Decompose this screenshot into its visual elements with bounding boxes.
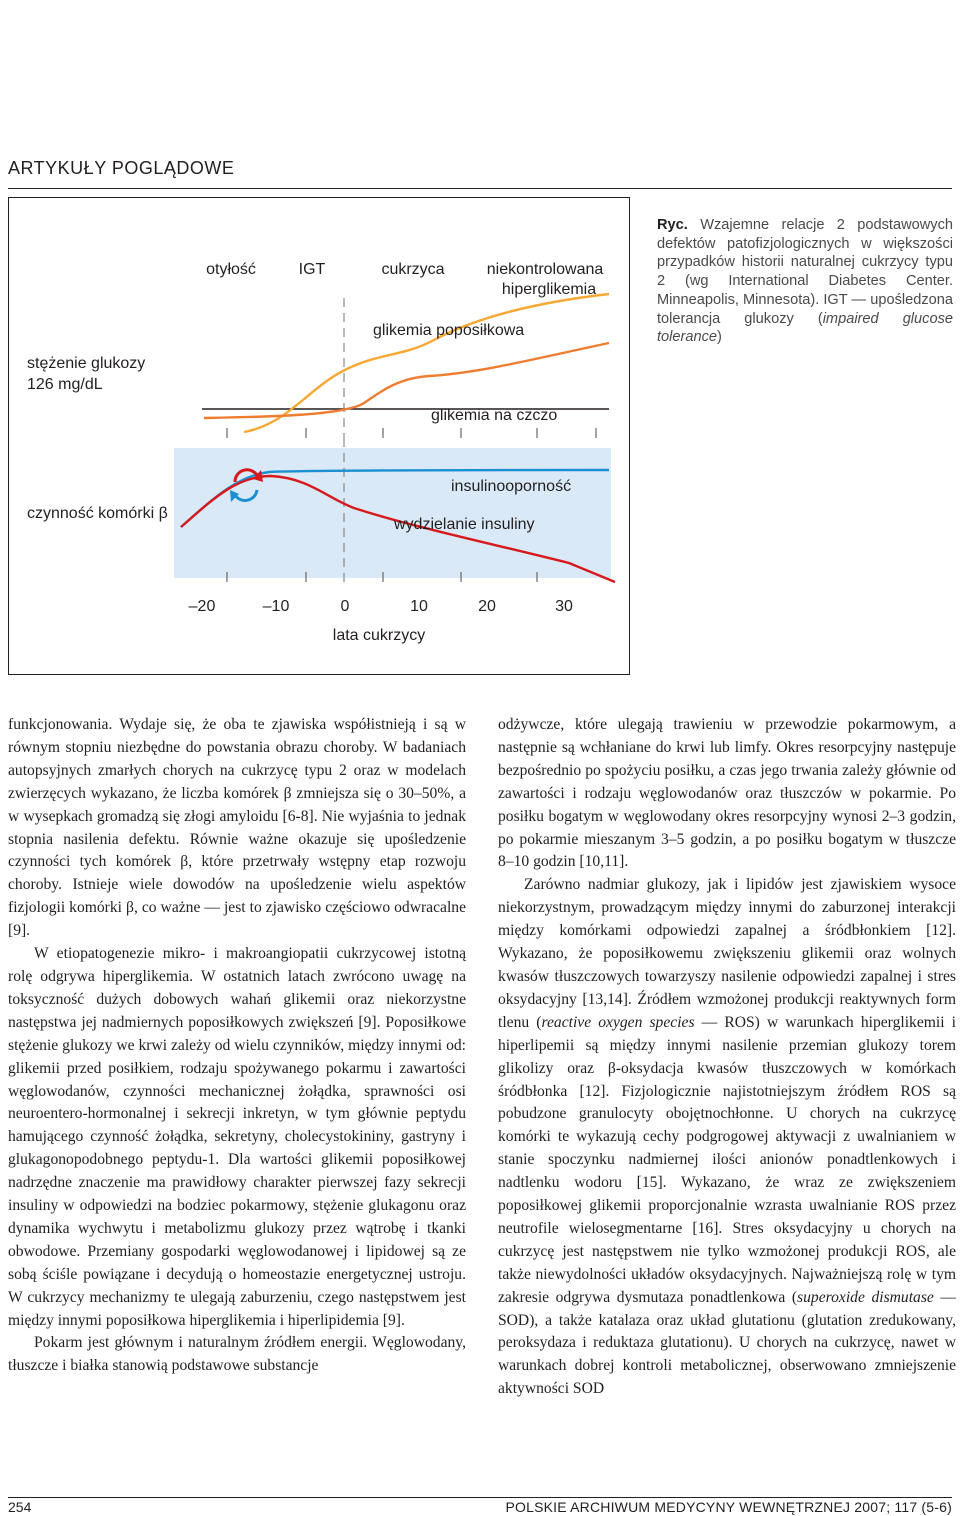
label-hyperglycemia: hiperglikemia — [501, 281, 597, 298]
caption-label: Ryc. — [657, 217, 688, 233]
paragraph-text: — SOD), a także katalaza oraz układ glutationu (glutation zredukowany, peroksydaza i reduktaza glutationu). U chorych na cukrzycę, nawet w warunkach dobrej kontroli metabolicznej, obserwowano zmniejszenie aktywności SOD — [498, 1288, 956, 1398]
text-column-right — [498, 714, 956, 1401]
paragraph — [498, 874, 956, 1401]
paragraph: W etiopatogenezie mikro- i makroangiopatii cukrzycowej istotną rolę odgrywa hiperglikemia. W ostatnich latach zwrócono uwagę na toksyczność dużych dobowych wahań glikemii oraz niekorzystne następstwa jej nadmiernych poposiłkowych zwiększeń [9]. Poposiłkowe stężenie glukozy we krwi zależy od wielu czynników, między innymi od: glikemii przed posiłkiem, rodzaju spożywanego pokarmu i zawartości węglowodanów, czynności mechanicznej żołądka, sprawności osi neuroentero-hormonalnej i sekrecji inkretyn, w tym głównie peptydu hamującego czynność żołądka, sekretyny, cholecystokininy, gastryny i glukagonopodobnego peptydu-1. Dla wartości glikemii poposiłkowej nadrzędne znaczenie ma prawidłowy charakter pierwszej fazy sekrecji insuliny w odpowiedzi na bodziec pokarmowy, stężenie glukagonu oraz dynamika wychwytu i metabolizmu glukozy przez wątrobę i tkanki obwodowe. Przemiany gospodarki węglowodanowej i lipidowej są ze sobą ściśle powiązane i decydują o homeostazie energetycznej ustroju. W cukrzycy mechanizmy te ulegają zaburzeniu, czego następstwem jest między innymi poposiłkowa hiperglikemia i hiperlipidemia [9]. — [8, 945, 466, 1329]
caption-italic: impaired glucose tolerance — [657, 310, 953, 346]
italic-term: reactive oxygen species — [541, 1013, 695, 1031]
paragraph-text: — ROS) w warunkach hiperglikemii i hiperlipemii są między innymi nasilenie przemian glukozy torem glikolizy oraz β-oksydacja kwasów tłuszczowych w komórkach śródbłonka [12]. Fizjologicznie najistotniejszym źródłem ROS są pobudzone granulocyty obojętnochłonne. U chorych na cukrzycę komórki te wykazują cechy podgrogowej aktywacji z uwalnianiem w stanie spoczynku nadmiernej ilości anionów ponadtlenkowych i nadtlenku wodoru [15]. Wykazano, że wraz ze zwiększeniem poposiłkowej glikemii proporcjonalnie wzrasta uwalnianie ROS przez neutrofile wielosegmentarne [16]. Stres oksydacyjny u chorych na cukrzycę jest następstwem nie tylko wzmożonej produkcji ROS, ale także niewydolności układów oksydacyjnych. Najważniejszą rolę w tym zakresie odgrywa dysmutaza ponadtlenkowa ( — [498, 1013, 956, 1306]
paragraph: odżywcze, które ulegają trawieniu w przewodzie pokarmowym, a następnie są wchłaniane do krwi lub limfy. Okres resorpcyjny następuje bezpośrednio po spożyciu posiłku, a czas jego trwania zależy głównie od zawartości i rodzaju węglowodanów oraz tłuszczów w pokarmie. Po posiłku bogatym w węglowodany okres resorpcyjny wynosi 2–3 godzin, po pokarmie mieszanym 3–5 godzin, a po posiłku bogatym w tłuszcze 8–10 godzin [10,11]. — [498, 716, 956, 871]
footer-divider — [8, 1497, 952, 1498]
caption-end: ) — [717, 329, 722, 346]
x-axis-title: lata cukrzycy — [332, 627, 426, 644]
label-igt: IGT — [298, 261, 326, 278]
journal-citation: POLSKIE ARCHIWUM MEDYCYNY WEWNĘTRZNEJ 2007; 117 (5-6) — [505, 1499, 952, 1515]
insulin-secretion-label: wydzielanie insuliny — [394, 516, 535, 533]
glucose-threshold-label: 126 mg/dL — [27, 376, 103, 393]
label-uncontrolled: niekontrolowana — [486, 261, 604, 278]
x-tick: 10 — [410, 598, 428, 615]
text-column-left — [8, 714, 466, 1378]
figure-diagram — [9, 198, 631, 676]
label-obesity: otyłość — [206, 261, 256, 278]
x-tick: 0 — [340, 598, 350, 615]
header-divider — [8, 188, 952, 189]
paragraph: funkcjonowania. Wydaje się, że oba te zjawiska współistnieją i są w równym stopniu niezbędne do powstania obrazu choroby. W badaniach autopsyjnych zmarłych chorych na cukrzycę typu 2 oraz w modelach zwierzęcych wykazano, że liczba komórek β zmniejsza się o 30–50%, a w wysepkach gromadzą się złogi amyloidu [6-8]. Nie wyjaśnia to jednak stopnia nasilenia defektu. Równie ważne okazuje się upośledzenie czynności tych komórek β, które przetrwały wstępny etap rozwoju choroby. Istnieje wiele dowodów na upośledzenie wielu aspektów fizjologii komórki β, co ważne — jest to zjawisko częściowo odwracalne [9]. — [8, 716, 466, 940]
figure — [8, 197, 630, 675]
postprandial-label: glikemia poposiłkowa — [373, 322, 525, 339]
fasting-label: glikemia na czczo — [431, 407, 558, 424]
beta-cell-function-label: czynność komórki β — [27, 505, 168, 522]
section-title: ARTYKUŁY POGLĄDOWE — [8, 158, 235, 178]
x-tick: 20 — [478, 598, 496, 615]
x-tick: 30 — [555, 598, 573, 615]
x-tick: –10 — [262, 598, 290, 615]
italic-term: superoxide dismutase — [797, 1288, 934, 1306]
x-tick: –20 — [188, 598, 216, 615]
label-diabetes: cukrzyca — [381, 261, 445, 278]
insulin-resistance-label: insulinooporność — [451, 478, 572, 495]
caption-text: Wzajemne relacje 2 podstawowych defektów patofizjologicznych w większości przypadków historii naturalnej cukrzycy typu 2 (wg International Diabetes Center. Minneapolis, Minnesota). IGT — upośledzona tolerancja glukozy ( — [657, 217, 953, 327]
glucose-concentration-label: stężenie glukozy — [27, 355, 146, 372]
paragraph: Pokarm jest głównym i naturalnym źródłem energii. Węglowodany, tłuszcze i białka stanowią podstawowe substancje — [8, 1334, 466, 1375]
paragraph-text: Zarówno nadmiar glukozy, jak i lipidów jest zjawiskiem wysoce niekorzystnym, prowadzącym między innymi do zaburzonej interakcji między komórkami odpowiedzi zapalnej a śródbłonkiem [12]. Wykazano, że poposiłkowemu zwiększeniu glikemii oraz wolnych kwasów tłuszczowych towarzyszy nasilenie odpowiedzi zapalnej i stres oksydacyjny [13,14]. Źródłem wzmożonej produkcji reaktywnych form tlenu ( — [498, 876, 956, 1031]
page-number: 254 — [8, 1499, 32, 1515]
beta-cell-panel-background — [174, 448, 611, 578]
figure-caption — [657, 216, 953, 347]
